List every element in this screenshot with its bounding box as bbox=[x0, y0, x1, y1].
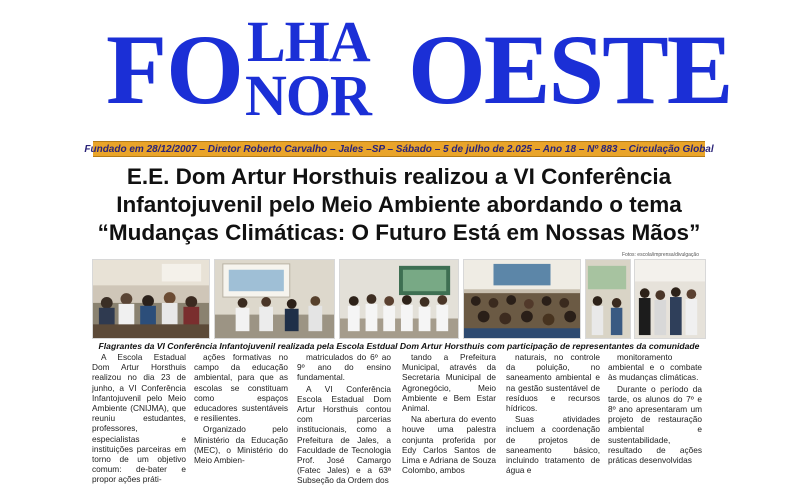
logo-lha: LHA bbox=[247, 9, 370, 74]
paragraph: naturais, no controle da poluição, no saneamento ambiental e na gestão sustentável de resíduos e recursos hídricos. bbox=[506, 352, 600, 414]
photo-credit: Fotos: escola/imprensa/divulgação bbox=[622, 252, 699, 258]
paragraph: tando a Prefeitura Municipal, através da Secretaria Municipal de Agronegócio, Meio Ambiente e Bem Estar Animal. bbox=[402, 352, 496, 414]
photo-group bbox=[634, 259, 706, 339]
headline: E.E. Dom Artur Horsthuis realizou a VI Conferência Infantojuvenil pelo Meio Ambiente abordando o tema “Mudanças Climáticas: O Futuro Está em Nossas Mãos” bbox=[97, 164, 701, 245]
article-column-5 bbox=[506, 352, 600, 475]
photo-audience bbox=[92, 259, 210, 339]
info-strip-text: Fundado em 28/12/2007 – Diretor Roberto Carvalho – Jales –SP – Sábado – 5 de julho de 2.025 – Ano 18 – Nº 883 – Circulação Global bbox=[84, 143, 714, 155]
photo-auditorium bbox=[463, 259, 581, 339]
logo-fo: FO bbox=[106, 14, 243, 125]
paragraph: A VI Conferência Escola Estadual Dom Artur Horsthuis contou com parcerias institucionais, como a Prefeitura de Jales, a Faculdade de Tecnologia Prof. José Camargo (Fatec Jales) e a 63ª Subseção da Ordem dos bbox=[297, 383, 391, 486]
article-column-4 bbox=[402, 352, 496, 475]
paragraph: monitoramento ambiental e o combate às mudanças climáticas. bbox=[608, 352, 702, 383]
article-column-6 bbox=[608, 352, 702, 465]
paragraph: ações formativas no campo da educação ambiental, para que as escolas se constituam como espaços educadores sustentáveis e resilientes. bbox=[194, 352, 288, 424]
paragraph: Na abertura do evento houve uma palestra conjunta proferida por Edy Carlos Santos de Lima e Adriana de Souza Colombo, ambos bbox=[402, 414, 496, 476]
photo-presenters bbox=[214, 259, 335, 339]
photo-classroom bbox=[585, 259, 631, 339]
paragraph: matriculados do 6º ao 9º ano do ensino fundamental. bbox=[297, 352, 391, 383]
paragraph: Organizado pelo Ministério da Educação (MEC), o Ministério do Meio Ambien- bbox=[194, 424, 288, 466]
logo-oeste: OESTE bbox=[408, 14, 732, 125]
article-column-1 bbox=[92, 352, 186, 485]
paragraph: A Escola Estadual Dom Artur Horsthuis realizou no dia 23 de junho, a VI Conferência Infantojuvenil pelo Meio Ambiente (CNIJMA), que reuniu estudantes, professores, especialistas e instituições parceiras em torno de um objetivo comum: de-bater e propor ações práti- bbox=[92, 352, 186, 485]
info-strip bbox=[84, 141, 714, 157]
logo-nor: NOR bbox=[245, 63, 371, 128]
paragraph: Suas atividades incluem a coordenação de projetos de saneamento básico, incluindo tratamento de água e bbox=[506, 414, 600, 476]
article-column-2 bbox=[194, 352, 288, 465]
photo-caption: Flagrantes da VI Conferência Infantojuvenil realizada pela Escola Estdual Dom Artur Horsthuis com participação de representantes da comunidade bbox=[98, 341, 700, 351]
masthead bbox=[0, 0, 798, 140]
photo-students-line bbox=[339, 259, 459, 339]
paragraph: Durante o período da tarde, os alunos do 7º e 8º ano apresentaram um projeto de restauração ambiental e sustentabilidade, resultado de ações práticas desenvolvidas bbox=[608, 383, 702, 466]
article-column-3 bbox=[297, 352, 391, 486]
